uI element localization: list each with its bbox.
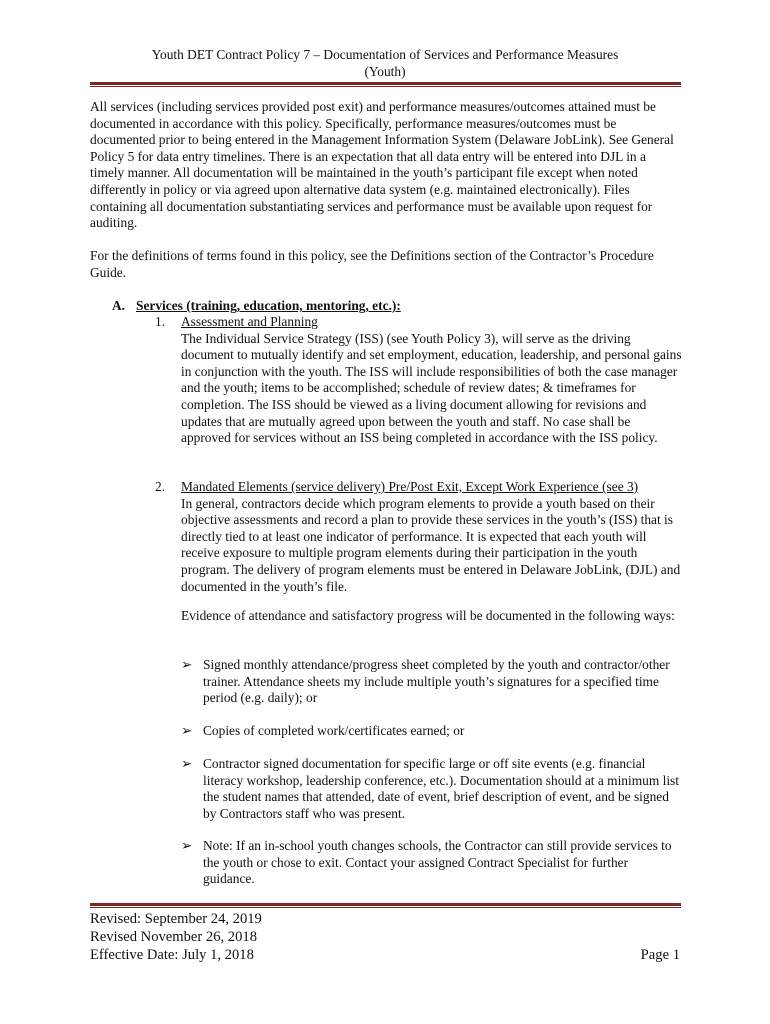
section-a-letter: A. — [112, 298, 126, 313]
arrow-bullet-icon: ➢ — [181, 657, 193, 672]
item-assessment-planning — [155, 314, 683, 447]
evidence-intro: Evidence of attendance and satisfactory progress will be documented in the following ways: — [181, 608, 675, 623]
bullet-text: Contractor signed documentation for specific large or off site events (e.g. financial literacy workshop, leadership conference, etc.). Documentation should at a minimum list the student names that attended, date of event, brief description of event, and be signed by Contractors staff who was present. — [203, 756, 679, 821]
header-title-line2: (Youth) — [364, 64, 406, 79]
revised-date-2: Revised November 26, 2018 — [90, 929, 257, 945]
arrow-bullet-icon: ➢ — [181, 723, 193, 738]
item-number: 2. — [155, 479, 166, 494]
list-item — [181, 756, 681, 822]
list-item — [181, 657, 681, 707]
list-item — [181, 723, 681, 740]
section-a-heading — [112, 298, 672, 315]
intro-paragraph: All services (including services provided post exit) and performance measures/outcomes attained must be documented in accordance with this policy. Specifically, performance measures/outcomes must be documented prior to being entered in the Management Information System (Delaware JobLink). See General Policy 5 for data entry timelines. There is an expectation that all data entry will be entered into DJL in a timely manner. All documentation will be maintained in the youth’s participant file except when noted differently in policy or via agreed upon alternative data system (e.g. maintained electronically). Files containing all documentation substantiating services and performance must be available upon request for auditing. — [90, 99, 674, 231]
item-number: 1. — [155, 314, 166, 329]
revised-date-1: Revised: September 24, 2019 — [90, 911, 262, 927]
arrow-bullet-icon: ➢ — [181, 838, 193, 853]
page-footer — [90, 910, 682, 964]
bullet-text: Signed monthly attendance/progress sheet completed by the youth and contractor/other trainer. Attendance sheets my include multiple youth’s signatures for a specified time period (e.g. daily); or — [203, 657, 670, 706]
footer-rule — [90, 903, 681, 908]
bullet-text: Copies of completed work/certificates earned; or — [203, 723, 465, 738]
header-title-line1: Youth DET Contract Policy 7 – Documentation of Services and Performance Measures — [151, 47, 619, 62]
item-mandated-elements — [155, 479, 683, 595]
page-header — [90, 46, 680, 80]
effective-date: Effective Date: July 1, 2018 — [90, 947, 254, 963]
bullet-text: Note: If an in-school youth changes schools, the Contractor can still provide services to the youth or chose to exit. Contact your assigned Contract Specialist for further guidance. — [203, 838, 672, 887]
section-a-title: Services (training, education, mentoring, etc.): — [136, 298, 401, 313]
list-item — [181, 838, 681, 888]
page-number: Page 1 — [640, 947, 680, 963]
item-text: The Individual Service Strategy (ISS) (see Youth Policy 3), will serve as the driving document to mutually identify and set employment, education, leadership, and personal gains in conjunction with the youth. The ISS will include responsibilities of both the case manager and the youth; items to be accomplished; schedule of review dates; & timeframes for completion. The ISS should be viewed as a living document allowing for revisions and updates that are mutually agreed upon between the youth and staff. No case shall be approved for services without an ISS being completed in accordance with the ISS policy. — [181, 330, 682, 446]
item-title: Mandated Elements (service delivery) Pre/Post Exit, Except Work Experience (see 3) — [181, 479, 639, 494]
item-title: Assessment and Planning — [181, 314, 318, 329]
definitions-paragraph: For the definitions of terms found in this policy, see the Definitions section of the Contractor’s Procedure Guide. — [90, 248, 654, 280]
item-text: In general, contractors decide which program elements to provide a youth based on their objective assessments and record a plan to provide these services in the youth’s (ISS) that is directly tied to at least one indicator of performance. It is expected that each youth will receive exposure to multiple program elements during their participation in the youth program. The delivery of program elements must be entered in Delaware JobLink, (DJL) and documented in the youth’s file. — [181, 495, 681, 594]
arrow-bullet-icon: ➢ — [181, 756, 193, 771]
header-rule — [90, 82, 681, 87]
